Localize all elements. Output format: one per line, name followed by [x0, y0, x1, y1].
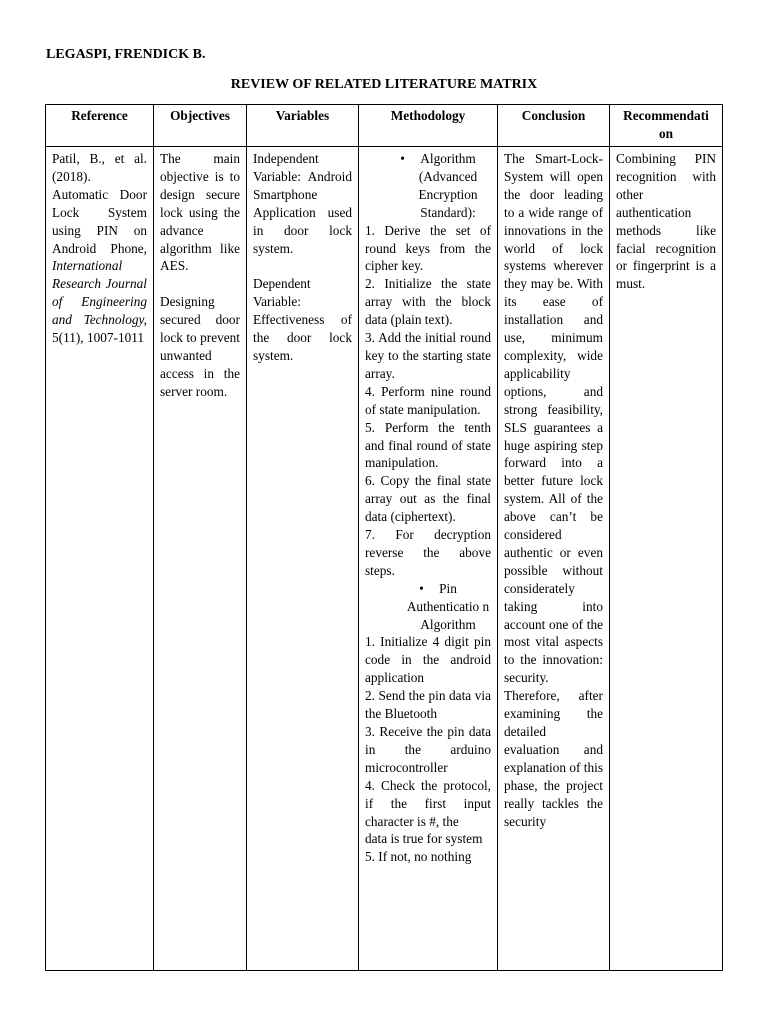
variables-cell [247, 147, 359, 971]
methodology-step: 1. Initialize 4 digit pin code in the android application [365, 634, 491, 686]
aes-algorithm-title: Algorithm (Advanced Encryption Standard): [418, 151, 478, 220]
recommendation-cell [610, 147, 723, 971]
objectives-cell [154, 147, 247, 971]
column-header-conclusion: Conclusion [498, 105, 610, 147]
table-row [46, 147, 723, 971]
document-title: REVIEW OF RELATED LITERATURE MATRIX [230, 77, 538, 92]
table-header-row [46, 105, 723, 147]
reference-article: Automatic Door Lock System using PIN on Android Phone, [52, 186, 147, 256]
literature-matrix-table [45, 104, 723, 971]
methodology-step: 6. Copy the final state array out as the final data (ciphertext). [365, 473, 491, 525]
methodology-step: 3. Add the initial round key to the starting state array. [365, 330, 491, 381]
objective-paragraph: Designing secured door lock to prevent unwanted access in the server room. [160, 294, 240, 399]
methodology-bullet [365, 580, 491, 634]
bullet-icon: • [400, 151, 405, 166]
column-header-methodology: Methodology [359, 105, 498, 147]
conclusion-text: The Smart-Lock-System will open the door leading to a wide range of innovations in the world of lock systems wherever they may be. With its ease of installation and use, minimum complexity, wide applicability options, and strong feasibility, SLS guarantees a huge aspiring step forward into a better future lock system. All of the above can’t be considered authentic or even possible without considerately taking into account one of the most vital aspects to the innovation: security. Therefore, after examining the detailed evaluation and explanation of this phase, the project really tackles the security [504, 151, 603, 829]
reference-cell [46, 147, 154, 971]
column-header-variables: Variables [247, 105, 359, 147]
methodology-step: 7. For decryption reverse the above steps. [365, 527, 491, 578]
pin-algorithm-title: Pin Authenticatio n Algorithm [406, 580, 490, 632]
objective-paragraph: The main objective is to design secure lock using the advance algorithm like AES. [160, 151, 240, 274]
reference-authors: Patil, B., et al. (2018). [52, 151, 147, 184]
methodology-step: 5. If not, no nothing [365, 849, 472, 865]
author-name: LEGASPI, FRENDICK B. [46, 47, 206, 62]
bullet-icon: • [419, 580, 424, 596]
methodology-step: data is true for system [365, 831, 483, 847]
column-header-reference: Reference [46, 105, 154, 147]
recommendation-text: Combining PIN recognition with other authentication methods like facial recognition or fingerprint is a must. [616, 151, 716, 292]
methodology-bullet [365, 150, 491, 222]
methodology-step: 5. Perform the tenth and final round of state manipulation. [365, 419, 491, 471]
conclusion-cell [498, 147, 610, 971]
independent-variable: Independent Variable: Android Smartphone Application used in door lock system. [253, 151, 352, 256]
column-header-objectives: Objectives [154, 105, 247, 147]
methodology-step: 2. Initialize the state array with the block data (plain text). [365, 276, 491, 328]
methodology-step: 4. Perform nine round of state manipulation. [365, 383, 491, 417]
methodology-step: 2. Send the pin data via the Bluetooth [365, 688, 491, 722]
methodology-step: 3. Receive the pin data in the arduino microcontroller [365, 724, 491, 775]
methodology-cell [359, 147, 498, 971]
methodology-step: 4. Check the protocol, if the first input character is #, the [365, 777, 491, 829]
column-header-recommendation: Recommendati on [610, 105, 723, 147]
dependent-variable: Dependent Variable: Effectiveness of the door lock system. [253, 276, 352, 363]
methodology-step: 1. Derive the set of round keys from the cipher key. [365, 222, 491, 274]
reference-journal: International Research Journal of Engineering and Technology, [52, 258, 147, 328]
reference-volume-pages: 5(11), 1007-1011 [52, 330, 145, 346]
